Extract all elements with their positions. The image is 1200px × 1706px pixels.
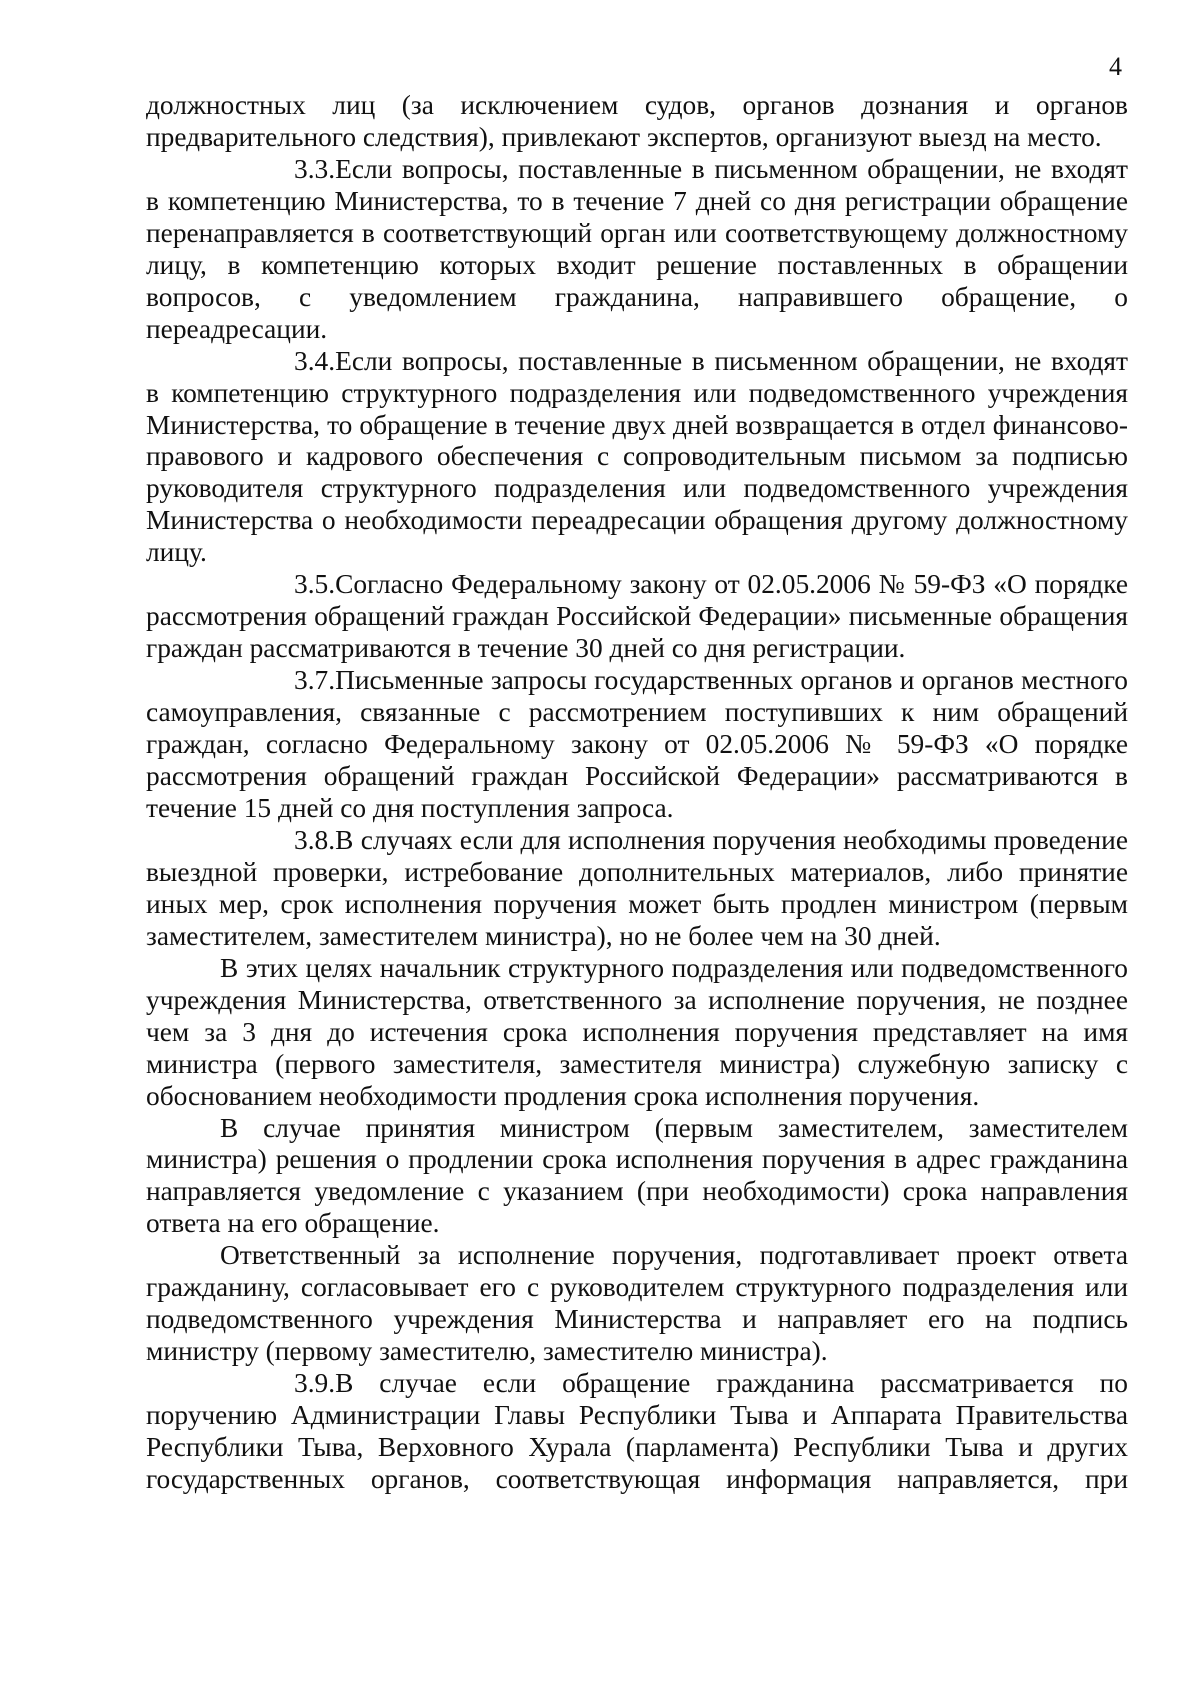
paragraph-text: В этих целях начальник структурного подразделения или подведомственного учреждения Министерства, ответственного за исполнение поручения, не позднее чем за 3 дня до истечения срока исполнения поручения представляет на имя министра (первого заместителя, заместителя министра) служебную записку с обоснованием необходимости продления срока исполнения поручения. <box>146 952 1128 1111</box>
paragraph-3-9 <box>146 1368 1128 1496</box>
paragraph-3-8 <box>146 825 1128 953</box>
document-body <box>146 90 1128 1496</box>
paragraph-3-8-purposes <box>146 953 1128 1113</box>
paragraph-continuation <box>146 90 1128 154</box>
paragraph-3-7 <box>146 665 1128 825</box>
paragraph-number: 3.3. <box>294 153 336 184</box>
paragraph-text: должностных лиц (за исключением судов, органов дознания и органов предварительного следствия), привлекают экспертов, организуют выезд на место. <box>146 90 1128 152</box>
paragraph-number: 3.5. <box>294 569 336 600</box>
paragraph-text: В случае принятия министром (первым заместителем, заместителем министра) решения о продлении срока исполнения поручения в адрес гражданина направляется уведомление с указанием (при необходимости) срока направления ответа на его обращение. <box>146 1112 1128 1239</box>
paragraph-text: Ответственный за исполнение поручения, подготавливает проект ответа гражданину, согласовывает его с руководителем структурного подразделения или подведомственного учреждения Министерства и направляет его на подпись министру (первому заместителю, заместителю министра). <box>146 1240 1128 1367</box>
paragraph-text: Если вопросы, поставленные в письменном обращении, не входят в компетенцию Министерства, то в течение 7 дней со дня регистрации обращение перенаправляется в соответствующий орган или соответствующему должностному лицу, в компетенцию которых входит решение поставленных в обращении вопросов, с уведомлением гражданина, направившего обращение, о переадресации. <box>146 153 1128 344</box>
paragraph-3-3 <box>146 154 1128 346</box>
paragraph-text: Письменные запросы государственных органов и органов местного самоуправления, связанные с рассмотрением поступивших к ним обращений граждан, согласно Федеральному закону от 02.05.2006 № 59-ФЗ «О порядке рассмотрения обращений граждан Российской Федерации» рассматриваются в течение 15 дней со дня поступления запроса. <box>146 665 1128 823</box>
paragraph-number: 3.9. <box>294 1368 336 1399</box>
paragraph-3-5 <box>146 569 1128 665</box>
page-number: 4 <box>1109 52 1122 81</box>
paragraph-text: Если вопросы, поставленные в письменном обращении, не входят в компетенцию структурного подразделения или подведомственного учреждения Министерства, то обращение в течение двух дней возвращается в отдел финансово-правового и кадрового обеспечения с сопроводительным письмом за подписью руководителя структурного подразделения или подведомственного учреждения Министерства о необходимости переадресации обращения другому должностному лицу. <box>146 345 1128 568</box>
paragraph-3-8-decision <box>146 1113 1128 1241</box>
paragraph-number: 3.7. <box>294 665 336 696</box>
paragraph-number: 3.8. <box>294 824 336 855</box>
paragraph-3-8-responsible <box>146 1240 1128 1368</box>
paragraph-3-4 <box>146 346 1128 570</box>
paragraph-text: В случае если обращение гражданина рассматривается по поручению Администрации Главы Республики Тыва и Аппарата Правительства Республики Тыва, Верховного Хурала (парламента) Республики Тыва и других государственных органов, соответствующая информация направляется, при <box>146 1368 1128 1494</box>
paragraph-text: Согласно Федеральному закону от 02.05.2006 № 59-ФЗ «О порядке рассмотрения обращений граждан Российской Федерации» письменные обращения граждан рассматриваются в течение 30 дней со дня регистрации. <box>146 569 1128 664</box>
paragraph-number: 3.4. <box>294 345 336 376</box>
paragraph-text: В случаях если для исполнения поручения необходимы проведение выездной проверки, истребование дополнительных материалов, либо принятие иных мер, срок исполнения поручения может быть продлен министром (первым заместителем, заместителем министра), но не более чем на 30 дней. <box>146 824 1128 951</box>
